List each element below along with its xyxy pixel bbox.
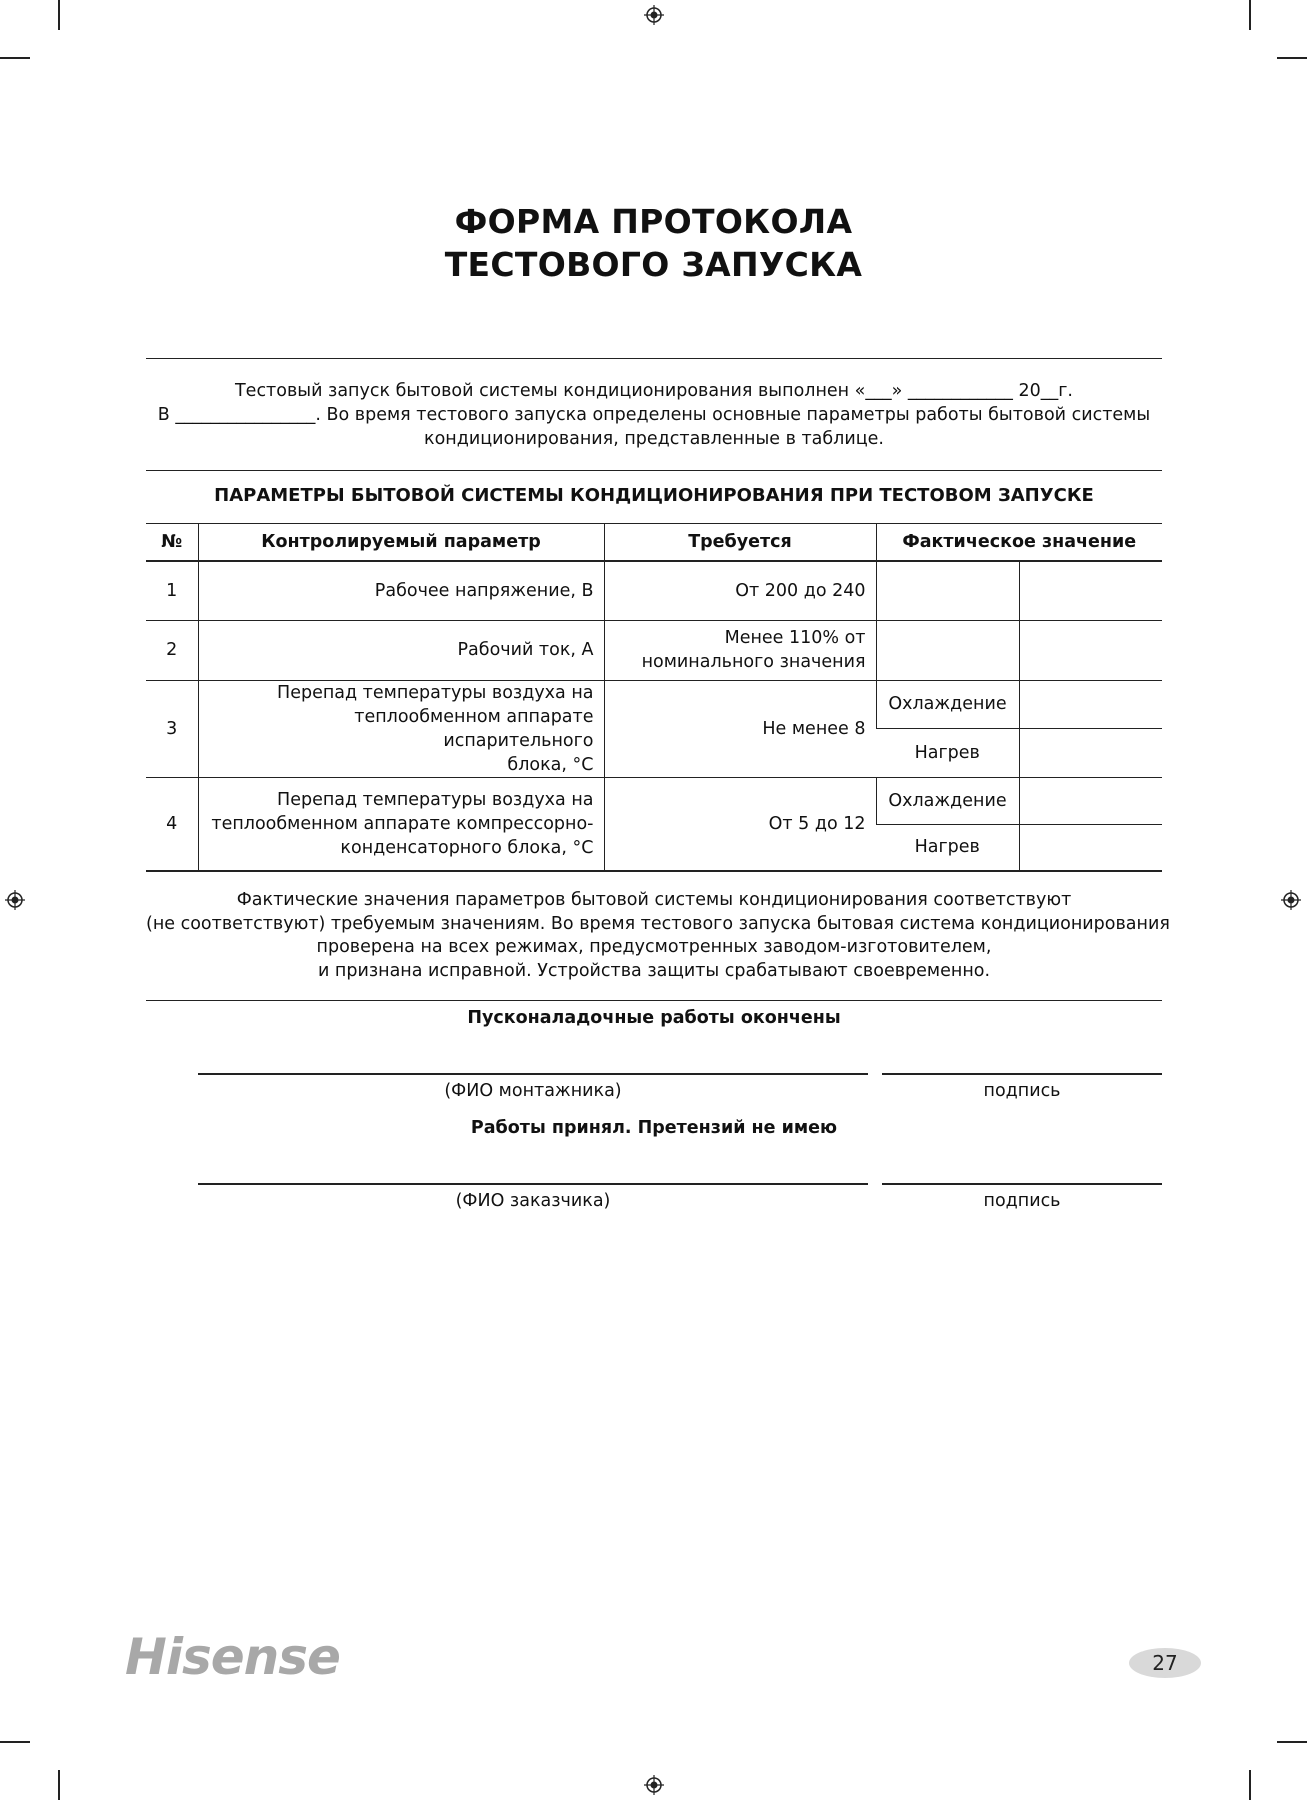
title-line-1: ФОРМА ПРОТОКОЛА (454, 202, 853, 241)
customer-signature-field[interactable] (882, 1183, 1162, 1185)
intro-line-2: В ________________. Во время тестового запуска определены основные параметры работы бытовой системы (157, 405, 1151, 425)
row-required: От 200 до 240 (604, 561, 876, 620)
installer-name-field[interactable] (198, 1073, 868, 1075)
row-actual-cell[interactable] (876, 620, 1019, 680)
params-table (146, 523, 1162, 872)
row-param-line-3: конденсаторного блока, °С (340, 837, 594, 858)
customer-signature-caption: подпись (983, 1191, 1061, 1211)
table-row (146, 777, 1162, 824)
conclusion-line-3: проверена на всех режимах, предусмотренных заводом-изготовителем, (316, 937, 992, 957)
registration-mark-icon (5, 890, 25, 910)
installer-signature-caption: подпись (983, 1081, 1061, 1101)
row-num: 2 (146, 620, 198, 680)
row-actual-cell[interactable] (1019, 680, 1162, 729)
intro-paragraph (146, 379, 1162, 451)
intro-line-3: кондиционирования, представленные в таблице. (424, 429, 884, 449)
row-num: 1 (146, 561, 198, 620)
crop-mark (0, 57, 30, 59)
crop-mark (0, 1741, 30, 1743)
crop-mark (1249, 0, 1251, 30)
row-actual-cell[interactable] (876, 561, 1019, 620)
row-required: Не менее 8 (604, 680, 876, 777)
brand-logo: Hisense (125, 1628, 340, 1686)
divider (146, 470, 1162, 471)
row-param (198, 777, 604, 871)
row-actual-cell[interactable] (1019, 729, 1162, 778)
crop-mark (1249, 1770, 1251, 1800)
row-num: 3 (146, 680, 198, 777)
table-header-row (146, 524, 1162, 562)
row-param (198, 680, 604, 777)
row-param-line-1: Перепад температуры воздуха на (277, 682, 594, 703)
row-actual-cell[interactable] (1019, 620, 1162, 680)
crop-mark (1277, 57, 1307, 59)
divider (146, 358, 1162, 359)
page-number-badge: 27 (1129, 1648, 1201, 1678)
row-actual-cell[interactable] (1019, 777, 1162, 824)
header-num: № (146, 524, 198, 562)
row-param-line-1: Перепад температуры воздуха на (277, 789, 594, 810)
installer-name-caption: (ФИО монтажника) (444, 1081, 622, 1101)
table-row (146, 620, 1162, 680)
conclusion-paragraph (146, 889, 1170, 983)
header-actual: Фактическое значение (876, 524, 1162, 562)
page-title (0, 200, 1307, 286)
row-mode-cooling: Охлаждение (876, 777, 1019, 824)
registration-mark-icon (644, 5, 664, 25)
row-required-line-1: Менее 110% от (724, 628, 866, 648)
commissioning-done-label: Пусконаладочные работы окончены (467, 1008, 841, 1028)
header-required: Требуется (604, 524, 876, 562)
row-required (604, 620, 876, 680)
row-required: От 5 до 12 (604, 777, 876, 871)
header-param: Контролируемый параметр (198, 524, 604, 562)
accepted-label: Работы принял. Претензий не имею (470, 1118, 838, 1138)
crop-mark (58, 0, 60, 30)
conclusion-line-1: Фактические значения параметров бытовой системы кондиционирования соответствуют (236, 890, 1072, 910)
row-actual-cell[interactable] (1019, 561, 1162, 620)
row-mode-cooling: Охлаждение (876, 680, 1019, 729)
table-row (146, 561, 1162, 620)
params-table-title: ПАРАМЕТРЫ БЫТОВОЙ СИСТЕМЫ КОНДИЦИОНИРОВАНИЯ ПРИ ТЕСТОВОМ ЗАПУСКЕ (214, 485, 1094, 506)
row-mode-heating: Нагрев (876, 824, 1019, 871)
title-line-2: ТЕСТОВОГО ЗАПУСКА (444, 245, 863, 284)
registration-mark-icon (1281, 890, 1301, 910)
intro-line-1: Тестовый запуск бытовой системы кондиционирования выполнен «___» ____________ 20__г. (234, 381, 1073, 401)
crop-mark (58, 1770, 60, 1800)
row-param-line-3: блока, °С (507, 754, 594, 775)
customer-name-field[interactable] (198, 1183, 868, 1185)
row-actual-cell[interactable] (1019, 824, 1162, 871)
conclusion-line-4: и признана исправной. Устройства защиты срабатывают своевременно. (317, 960, 991, 981)
row-mode-heating: Нагрев (876, 729, 1019, 778)
installer-signature-field[interactable] (882, 1073, 1162, 1075)
row-param-line-2: теплообменном аппарате компрессорно- (211, 813, 594, 834)
row-param: Рабочее напряжение, В (198, 561, 604, 620)
registration-mark-icon (644, 1775, 664, 1795)
row-required-line-2: номинального значения (641, 652, 866, 672)
row-num: 4 (146, 777, 198, 871)
crop-mark (1277, 1741, 1307, 1743)
conclusion-line-2: (не соответствуют) требуемым значениям. Во время тестового запуска бытовая система кондиционирования (146, 913, 1170, 934)
divider (146, 1000, 1162, 1001)
row-param: Рабочий ток, А (198, 620, 604, 680)
customer-name-caption: (ФИО заказчика) (455, 1191, 611, 1211)
row-param-line-2: теплообменном аппарате испарительного (354, 706, 594, 751)
table-row (146, 680, 1162, 729)
